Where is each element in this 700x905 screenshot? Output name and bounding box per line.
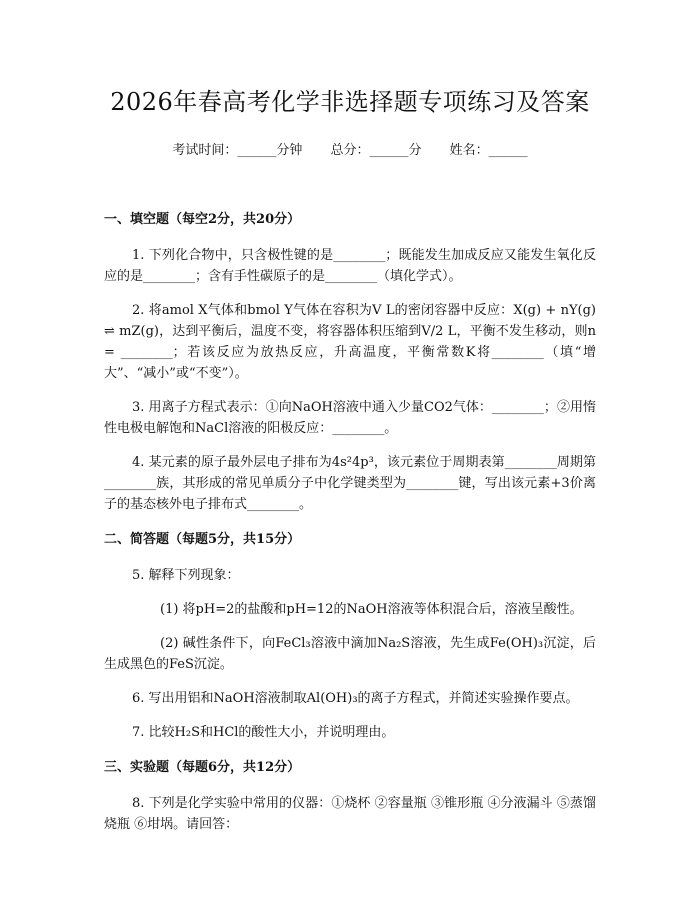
question-1: 1. 下列化合物中，只含极性键的是________；既能发生加成反应又能发生氧化反应的是________；含有手性碳原子的是________（填化学式）。 <box>104 248 596 284</box>
question-4: 4. 某元素的原子最外层电子排布为4s²4p³，该元素位于周期表第________周期第________族，其形成的常见单质分子中化学键类型为________键，写出该元素+3价离子的基态核外电子排布式________。 <box>104 455 596 512</box>
section-heading-experiment: 三、实验题（每题6分，共12分） <box>104 760 301 775</box>
question-3: 3. 用离子方程式表示：①向NaOH溶液中通入少量CO2气体：________；②用惰性电极电解饱和NaCl溶液的阳极反应：________。 <box>104 400 596 436</box>
question-6: 6. 写出用铝和NaOH溶液制取Al(OH)₃的离子方程式，并简述实验操作要点。 <box>132 691 579 706</box>
question-7: 7. 比较H₂S和HCl的酸性大小，并说明理由。 <box>132 725 395 740</box>
exam-name: 姓名：______ <box>449 143 528 158</box>
exam-meta <box>104 139 596 158</box>
page-title: 2026年春高考化学非选择题专项练习及答案 <box>110 88 590 116</box>
question-8: 8. 下列是化学实验中常用的仪器：①烧杯 ②容量瓶 ③锥形瓶 ④分液漏斗 ⑤蒸馏烧瓶 ⑥坩埚。请回答： <box>104 796 596 832</box>
question-5-part-2: (2) 碱性条件下，向FeCl₃溶液中滴加Na₂S溶液，先生成Fe(OH)₃沉淀，后生成黑色的FeS沉淀。 <box>104 636 596 672</box>
section-heading-fill-in: 一、填空题（每空2分，共20分） <box>104 212 301 227</box>
question-5: 5. 解释下列现象： <box>132 568 240 583</box>
question-5-part-1: (1) 将pH=2的盐酸和pH=12的NaOH溶液等体积混合后，溶液呈酸性。 <box>160 602 583 617</box>
question-2: 2. 将amol X气体和bmol Y气体在容积为V L的密闭容器中反应：X(g) + nY(g) ⇌ mZ(g)，达到平衡后，温度不变，将容器体积压缩到V/2 L，平衡不发生移动，则n = ________；若该反应为放热反应，升高温度，平衡常数K将________（填“增大”、“减小”或“不变”）。 <box>104 303 596 381</box>
exam-score: 总分：______分 <box>330 143 422 158</box>
section-heading-short-answer: 二、简答题（每题5分，共15分） <box>104 532 301 547</box>
exam-time: 考试时间：______分钟 <box>172 143 303 158</box>
